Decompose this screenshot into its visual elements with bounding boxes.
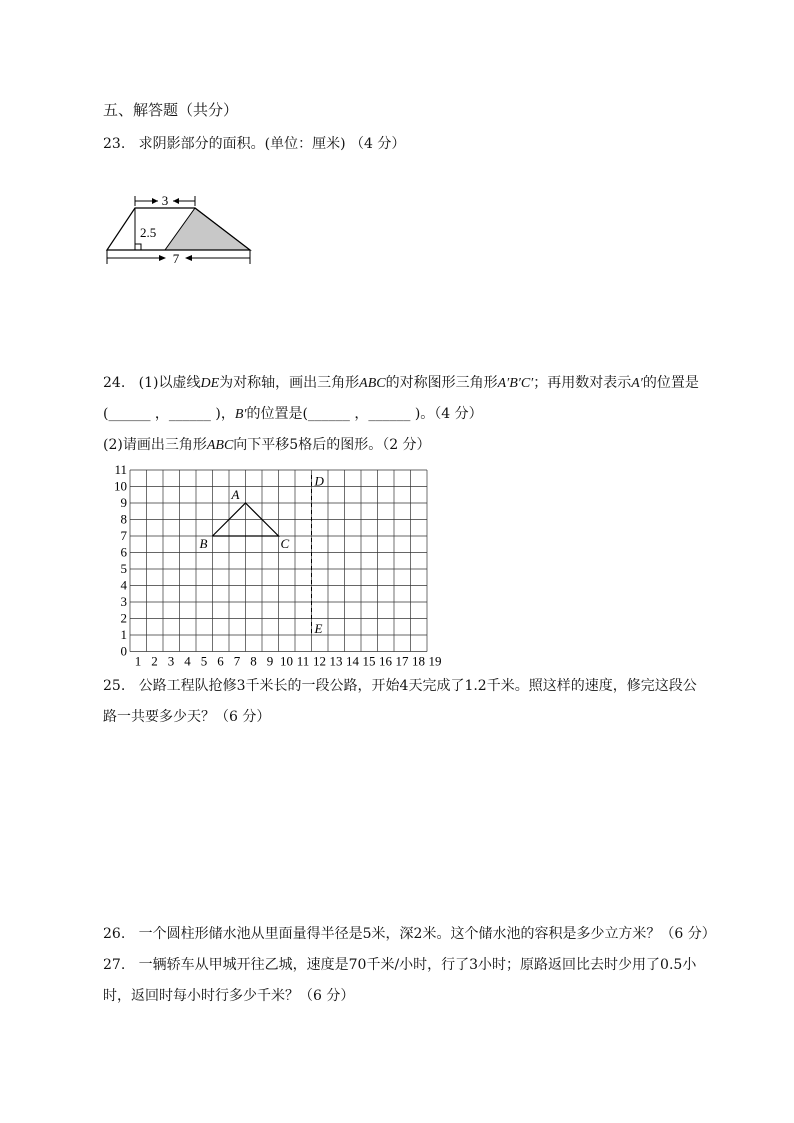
y-tick-label: 2 <box>120 610 127 626</box>
q24-answer-b-blanks: 的位置是(______ ，______ )。（4 分） <box>246 406 483 422</box>
right-angle-mark <box>135 244 141 250</box>
x-tick-label: 15 <box>362 653 376 669</box>
q24-line1 <box>103 373 699 394</box>
x-tick-label: 7 <box>233 653 241 669</box>
q27-line1 <box>103 955 696 975</box>
q27-text-2: 时，返回时每小时行多少千米？（6 分） <box>103 988 355 1004</box>
y-tick-label: 6 <box>120 544 127 560</box>
x-tick-label: 13 <box>329 653 343 669</box>
q24-point-a-prime: A′ <box>631 376 643 391</box>
y-tick-label: 8 <box>120 511 127 527</box>
q27-text-1: 一辆轿车从甲城开往乙城，速度是70千米/小时，行了3小时；原路返回比去时少用了0.5小 <box>138 957 697 973</box>
x-tick-label: 14 <box>346 653 359 669</box>
q24-part2-triangle: ABC <box>206 438 234 453</box>
bottom-dim-arrowhead-right <box>185 255 192 261</box>
q26-text: 一个圆柱形储水池从里面量得半径是5米，深2米。这个储水池的容积是多少立方米？（6 分） <box>138 926 716 942</box>
y-axis-labels <box>114 462 128 659</box>
x-tick-label: 5 <box>200 653 208 669</box>
grid-lines <box>130 470 427 652</box>
y-tick-label: 3 <box>120 594 127 609</box>
bottom-dim-arrowhead-left <box>159 255 166 261</box>
q24-axis-de: DE <box>200 376 220 391</box>
x-tick-label: 12 <box>313 653 326 669</box>
q24-line2 <box>103 404 483 425</box>
q26-number: 26. <box>103 926 126 942</box>
q23-text <box>103 134 405 154</box>
q24-text-d: ；再用数对表示 <box>533 375 632 391</box>
q24-point-b-prime: B′ <box>234 407 247 422</box>
x-tick-label: 6 <box>217 653 224 669</box>
q24-answer-a-blanks: (______ ，______ )， <box>103 406 235 422</box>
q24-text-b: 为对称轴，画出三角形 <box>219 375 360 391</box>
q23-prompt: 求阴影部分的面积。(单位：厘米) （4 分） <box>138 136 406 152</box>
x-tick-label: 8 <box>250 653 257 669</box>
y-tick-label: 7 <box>120 528 127 543</box>
shaded-triangle <box>165 208 250 250</box>
label-d: D <box>314 473 324 489</box>
label-b: B <box>199 536 208 551</box>
x-tick-label: 4 <box>184 653 191 669</box>
x-tick-label: 17 <box>395 653 409 669</box>
x-tick-label: 1 <box>134 653 142 669</box>
y-tick-label: 10 <box>114 478 127 494</box>
section-title: 五、解答题（共分） <box>103 101 239 119</box>
q24-part2 <box>103 435 431 456</box>
label-e: E <box>314 621 323 636</box>
coordinate-grid <box>96 460 456 670</box>
q24-number: 24. <box>103 375 126 391</box>
q25-text-2: 路一共要多少天？（6 分） <box>103 709 271 725</box>
q27-line2 <box>103 986 354 1006</box>
x-tick-label: 19 <box>428 653 442 669</box>
q24-part2-text-b: 向下平移5格后的图形。（2 分） <box>233 437 431 453</box>
q26-line <box>103 924 716 944</box>
top-dim-label: 3 <box>161 193 169 208</box>
q24-triangle-abc-prime: A′B′C′ <box>497 376 534 391</box>
label-c: C <box>280 536 290 551</box>
x-axis-labels <box>135 654 442 669</box>
y-tick-label: 9 <box>120 495 127 510</box>
q23-trapezoid-figure <box>100 190 260 270</box>
q27-number: 27. <box>103 957 126 973</box>
y-tick-label: 4 <box>120 577 127 593</box>
q24-text-a: (1)以虚线 <box>138 375 201 391</box>
y-tick-label: 1 <box>120 627 127 642</box>
q23-number: 23. <box>103 136 126 152</box>
y-tick-label: 11 <box>114 462 127 477</box>
height-label: 2.5 <box>140 225 157 240</box>
top-dim-arrowhead-left <box>152 198 158 204</box>
x-tick-label: 16 <box>379 653 392 669</box>
y-tick-label: 5 <box>120 561 127 576</box>
q25-line2 <box>103 707 270 727</box>
q25-line1 <box>103 676 697 696</box>
x-tick-label: 2 <box>151 653 158 669</box>
x-tick-label: 9 <box>266 653 274 669</box>
x-tick-label: 18 <box>412 653 425 669</box>
x-tick-label: 10 <box>280 653 293 669</box>
q24-triangle-abc: ABC <box>359 376 386 391</box>
q25-number: 25. <box>103 678 126 694</box>
y-tick-label: 0 <box>120 643 127 659</box>
q24-part2-text-a: (2)请画出三角形 <box>103 437 207 453</box>
label-a: A <box>231 487 240 502</box>
x-tick-label: 3 <box>167 653 175 669</box>
top-dim-arrowhead-right <box>173 198 179 204</box>
q24-text-c: 的对称图形三角形 <box>385 375 498 391</box>
bottom-dim-label: 7 <box>172 251 180 266</box>
q25-text-1: 公路工程队抢修3千米长的一段公路，开始4天完成了1.2千米。照这样的速度，修完这段公 <box>138 678 697 694</box>
q24-text-e: 的位置是 <box>642 375 699 391</box>
x-tick-label: 11 <box>296 653 310 669</box>
